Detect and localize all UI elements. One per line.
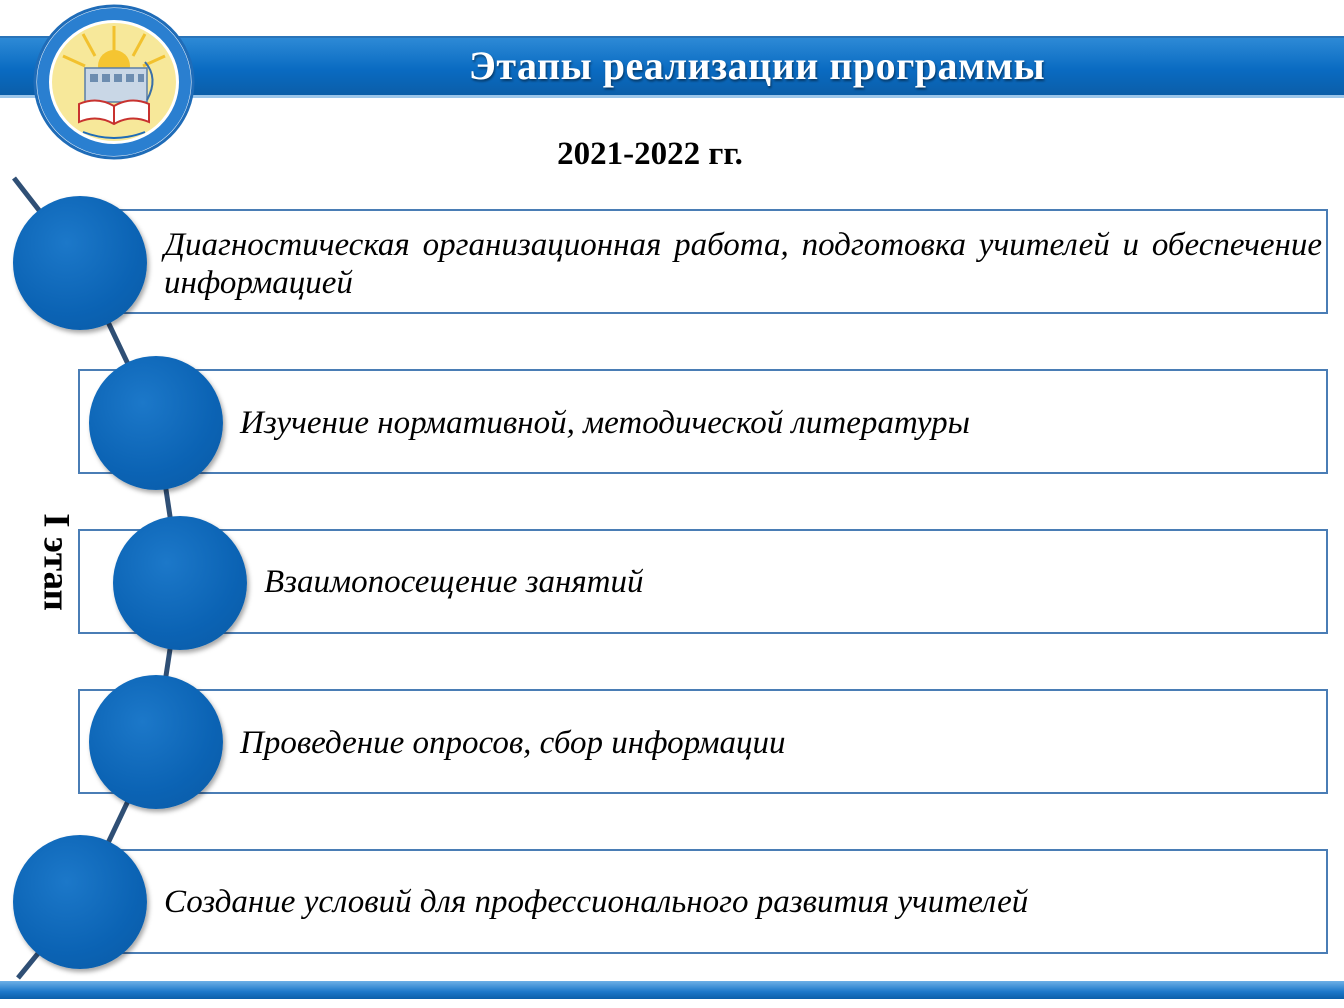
step-circle-5 bbox=[13, 835, 147, 969]
school-emblem-icon bbox=[33, 4, 195, 160]
step-circle-1 bbox=[13, 196, 147, 330]
step-circle-3 bbox=[113, 516, 247, 650]
step-circle-2 bbox=[89, 356, 223, 490]
footer-bar bbox=[0, 981, 1344, 999]
period-label: 2021-2022 гг. bbox=[557, 136, 743, 172]
stage-label: I этап bbox=[35, 513, 77, 611]
step-text-1: Диагностическая организационная работа, подготовка учителей и обеспечение информацией bbox=[164, 227, 1322, 301]
page-title: Этапы реализации программы bbox=[468, 43, 1046, 88]
step-circle-4 bbox=[89, 675, 223, 809]
step-text-3: Взаимопосещение занятий bbox=[264, 564, 644, 600]
step-text-5: Создание условий для профессионального развития учителей bbox=[164, 884, 1029, 920]
step-text-2: Изучение нормативной, методической литературы bbox=[240, 405, 970, 441]
step-text-4: Проведение опросов, сбор информации bbox=[240, 725, 786, 761]
